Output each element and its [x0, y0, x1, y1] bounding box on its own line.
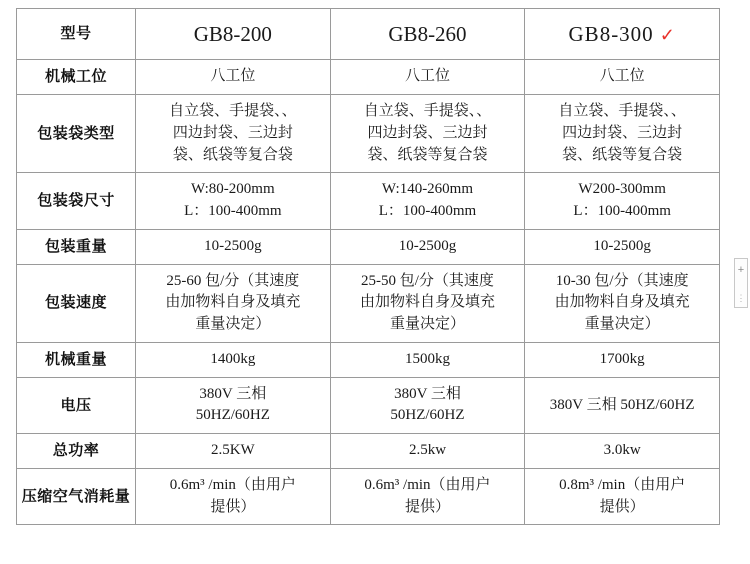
- cell-machine-weight-gb8-200: [136, 342, 331, 377]
- cell-line: 50HZ/60HZ: [195, 407, 270, 424]
- cell-line: 袋、纸袋等复合袋: [172, 146, 293, 163]
- cell-line: 八工位: [599, 68, 645, 85]
- cell-line: 由加物料自身及填充: [165, 294, 301, 311]
- cell-line: 2.5KW: [210, 442, 255, 459]
- cell-line: 提供）: [404, 498, 450, 515]
- table-row: [17, 468, 720, 525]
- row-label-pack-weight: 包装重量: [17, 229, 136, 264]
- row-label-bag-size: 包装袋尺寸: [17, 173, 136, 230]
- row-label-total-power: 总功率: [17, 434, 136, 469]
- cell-bag-type-gb8-200: [136, 95, 331, 173]
- cell-line: 25-60 包/分（其速度: [166, 272, 300, 289]
- cell-line: 0.8m³ /min（由用户: [559, 476, 686, 493]
- side-panel-handle[interactable]: [734, 258, 748, 308]
- cell-line: 由加物料自身及填充: [554, 294, 690, 311]
- cell-air-consumption-gb8-300: [525, 468, 720, 525]
- table-row: [17, 60, 720, 95]
- cell-bag-size-gb8-200: [136, 173, 331, 230]
- table-row: [17, 264, 720, 342]
- cell-machine-weight-gb8-260: [330, 342, 525, 377]
- cell-pack-weight-gb8-300: [525, 229, 720, 264]
- row-label-air-consumption: 压缩空气消耗量: [17, 468, 136, 525]
- cell-line: 2.5kw: [408, 442, 447, 459]
- cell-bag-size-gb8-300: [525, 173, 720, 230]
- cell-air-consumption-gb8-200: [136, 468, 331, 525]
- specification-table: [16, 8, 720, 525]
- cell-line: 重量决定）: [584, 316, 660, 333]
- cell-line: 四边封袋、三边封: [367, 124, 488, 141]
- row-label-machine-weight: 机械重量: [17, 342, 136, 377]
- check-icon: ✓: [659, 25, 676, 45]
- cell-line: 自立袋、手提袋、、: [169, 103, 297, 120]
- cell-model-gb8-260: GB8-260: [330, 9, 525, 60]
- cell-line: 3.0kw: [603, 442, 641, 459]
- row-label-bag-type: 包装袋类型: [17, 95, 136, 173]
- row-label-stations: 机械工位: [17, 60, 136, 95]
- cell-line: 0.6m³ /min（由用户: [364, 476, 491, 493]
- cell-total-power-gb8-300: [525, 434, 720, 469]
- cell-line: 0.6m³ /min（由用户: [169, 476, 296, 493]
- cell-stations-gb8-300: [525, 60, 720, 95]
- table-row: [17, 377, 720, 434]
- cell-line: 袋、纸袋等复合袋: [367, 146, 488, 163]
- cell-pack-weight-gb8-260: [330, 229, 525, 264]
- cell-line: 四边封袋、三边封: [562, 124, 683, 141]
- table-row: [17, 342, 720, 377]
- cell-line: 10-2500g: [204, 237, 262, 254]
- cell-line: 380V 三相: [394, 385, 461, 402]
- cell-bag-type-gb8-300: [525, 95, 720, 173]
- cell-line: 380V 三相 50HZ/60HZ: [549, 396, 695, 413]
- cell-line: 四边封袋、三边封: [172, 124, 293, 141]
- drag-handle-icon[interactable]: ⋮: [736, 293, 746, 303]
- cell-total-power-gb8-260: [330, 434, 525, 469]
- cell-voltage-gb8-260: [330, 377, 525, 434]
- plus-icon[interactable]: +: [737, 264, 745, 276]
- cell-line: 提供）: [210, 498, 256, 515]
- cell-voltage-gb8-300: [525, 377, 720, 434]
- cell-line: 自立袋、手提袋、、: [363, 103, 492, 120]
- cell-line: 10-2500g: [593, 237, 651, 254]
- table-row: [17, 434, 720, 469]
- cell-line: 重量决定）: [389, 316, 465, 333]
- row-label-voltage: 电压: [17, 377, 136, 434]
- cell-line: 1700kg: [599, 350, 645, 367]
- cell-line: 八工位: [404, 68, 450, 85]
- cell-total-power-gb8-200: [136, 434, 331, 469]
- row-label-model: 型号: [17, 9, 136, 60]
- cell-model-gb8-200: GB8-200: [136, 9, 331, 60]
- cell-line: 重量决定）: [195, 316, 271, 333]
- cell-line: W200-300mm: [578, 181, 666, 198]
- table-row: [17, 173, 720, 230]
- cell-line: 380V 三相: [199, 385, 267, 402]
- cell-bag-type-gb8-260: [330, 95, 525, 173]
- cell-line: W:80-200mm: [191, 181, 275, 198]
- cell-line: L：100-400mm: [184, 203, 282, 220]
- cell-line: 自立袋、手提袋、、: [558, 103, 686, 120]
- cell-voltage-gb8-200: [136, 377, 331, 434]
- table-row: [17, 229, 720, 264]
- cell-pack-speed-gb8-260: [330, 264, 525, 342]
- cell-pack-speed-gb8-300: [525, 264, 720, 342]
- cell-line: 1500kg: [404, 350, 450, 367]
- table-row: [17, 95, 720, 173]
- table-body: [17, 9, 720, 525]
- cell-stations-gb8-200: [136, 60, 331, 95]
- cell-line: 10-30 包/分（其速度: [555, 272, 689, 289]
- cell-line: 提供）: [599, 498, 645, 515]
- cell-model-gb8-300: [525, 9, 720, 60]
- cell-machine-weight-gb8-300: [525, 342, 720, 377]
- cell-air-consumption-gb8-260: [330, 468, 525, 525]
- cell-stations-gb8-260: [330, 60, 525, 95]
- table-row: [17, 9, 720, 60]
- cell-line: 八工位: [210, 68, 256, 85]
- cell-line: 25-50 包/分（其速度: [361, 272, 494, 289]
- cell-line: 50HZ/60HZ: [390, 407, 465, 424]
- cell-pack-speed-gb8-200: [136, 264, 331, 342]
- cell-line: 由加物料自身及填充: [359, 294, 495, 311]
- model-gb8-300-text: GB8-300: [568, 22, 654, 46]
- cell-line: 1400kg: [210, 350, 256, 367]
- cell-line: L：100-400mm: [378, 203, 477, 220]
- cell-line: 10-2500g: [398, 237, 457, 254]
- row-label-pack-speed: 包装速度: [17, 264, 136, 342]
- cell-bag-size-gb8-260: [330, 173, 525, 230]
- cell-line: L：100-400mm: [573, 203, 671, 220]
- cell-line: 袋、纸袋等复合袋: [562, 146, 683, 163]
- cell-pack-weight-gb8-200: [136, 229, 331, 264]
- cell-line: W:140-260mm: [381, 181, 474, 198]
